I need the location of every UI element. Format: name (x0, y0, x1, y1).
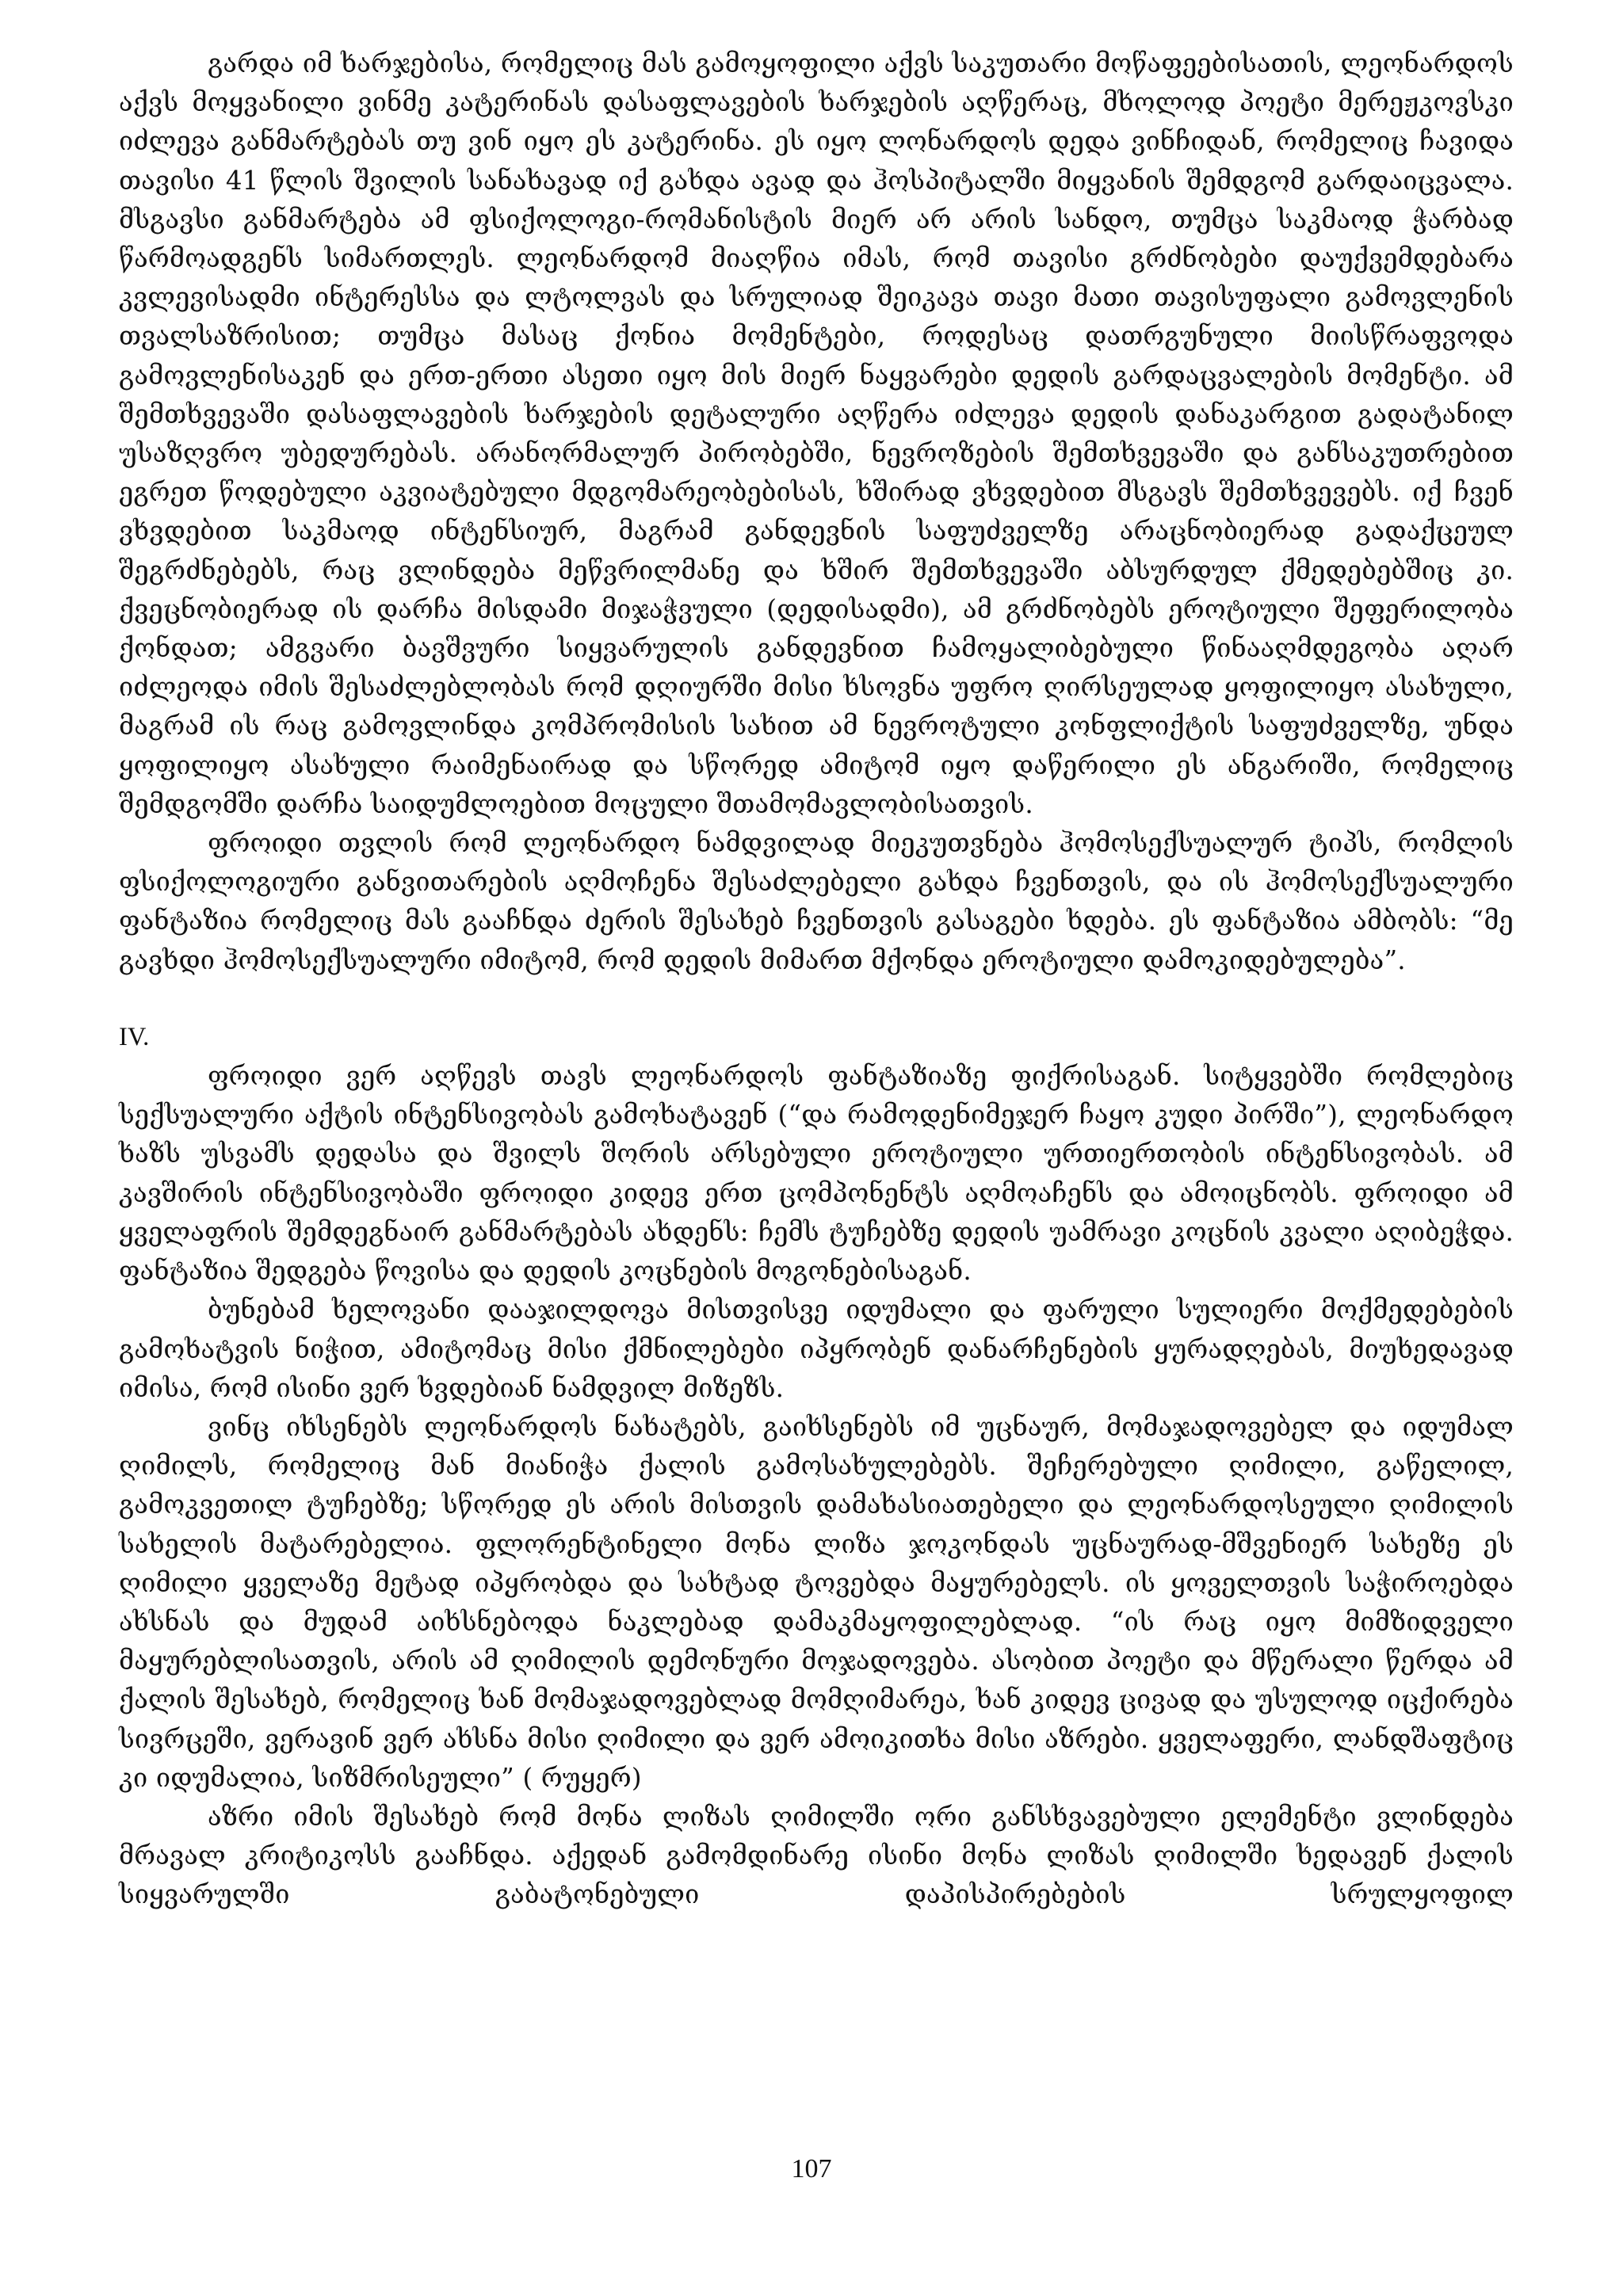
document-body (119, 44, 1514, 1915)
paragraph-1: გარდა იმ ხარჯებისა, რომელიც მას გამოყოფილი აქვს საკუთარი მოწაფეებისათის, ლეონარდოს აქვს მოყვანილი ვინმე კატერინას დასაფლავების ხარჯების აღწერაც, მხოლოდ პოეტი მერეჟკოვსკი იძლევა განმარტებას თუ ვინ იყო ეს კატერინა. ეს იყო ლონარდოს დედა ვინჩიდან, რომელიც ჩავიდა თავისი 41 წლის შვილის სანახავად იქ გახდა ავად და ჰოსპიტალში მიყვანის შემდგომ გარდაიცვალა. მსგავსი განმარტება ამ ფსიქოლოგი-რომანისტის მიერ არ არის სანდო, თუმცა საკმაოდ ჭარბად წარმოადგენს სიმართლეს. ლეონარდომ მიაღწია იმას, რომ თავისი გრძნობები დაუქვემდებარა კვლევისადმი ინტერესსა და ლტოლვას და სრულიად შეიკავა თავი მათი თავისუფალი გამოვლენის თვალსაზრისით; თუმცა მასაც ქონია მომენტები, როდესაც დათრგუნული მიისწრაფვოდა გამოვლენისაკენ და ერთ-ერთი ასეთი იყო მის მიერ ნაყვარები დედის გარდაცვალების მომენტი. ამ შემთხვევაში დასაფლავების ხარჯების დეტალური აღწერა იძლევა დედის დანაკარგით გადატანილ უსაზღვრო უბედურებას. არანორმალურ პირობებში, ნევროზების შემთხვევაში და განსაკუთრებით ეგრეთ წოდებული აკვიატებული მდგომარეობებისას, ხშირად ვხვდებით მსგავს შემთხვევებს. იქ ჩვენ ვხვდებით საკმაოდ ინტენსიურ, მაგრამ განდევნის საფუძველზე არაცნობიერად გადაქცეულ შეგრძნებებს, რაც ვლინდება მეწვრილმანე და ხშირ შემთხვევაში აბსურდულ ქმედებებშიც კი. ქვეცნობიერად ის დარჩა მისდამი მიჯაჭვული (დედისადმი), ამ გრძნობებს ეროტიული შეფერილობა ქონდათ; ამგვარი ბავშვური სიყვარულის განდევნით ჩამოყალიბებული წინააღმდეგობა აღარ იძლეოდა იმის შესაძლებლობას რომ დღიურში მისი ხსოვნა უფრო ღირსეულად ყოფილიყო ასახული, მაგრამ ის რაც გამოვლინდა კომპრომისის სახით ამ ნევროტული კონფლიქტის საფუძველზე, უნდა ყოფილიყო ასახული რაიმენაირად და სწორედ ამიტომ იყო დაწერილი ეს ანგარიში, რომელიც შემდგომში დარჩა საიდუმლოებით მოცული შთამომავლობისათვის. (119, 48, 1514, 819)
paragraph-5: ვინც იხსენებს ლეონარდოს ნახატებს, გაიხსენებს იმ უცნაურ, მომაჯადოვებელ და იდუმალ ღიმილს, რომელიც მან მიანიჭა ქალის გამოსახულებებს. შეჩერებული ღიმილი, გაწელილ, გამოკვეთილ ტუჩებზე; სწორედ ეს არის მისთვის დამახასიათებელი და ლეონარდოსეული ღიმილის სახელის მატარებელია. ფლორენტინელი მონა ლიზა ჯოკონდას უცნაურად-მშვენიერ სახეზე ეს ღიმილი ყველაზე მეტად იპყრობდა და სახტად ტოვებდა მაყურებელს. ის ყოველთვის საჭიროებდა ახსნას და მუდამ აიხსნებოდა ნაკლებად დამაკმაყოფილებლად. “ის რაც იყო მიმზიდველი მაყურებლისათვის, არის ამ ღიმილის დემონური მოჯადოვება. ასობით პოეტი და მწერალი წერდა ამ ქალის შესახებ, რომელიც ხან მომაჯადოვებლად მომღიმარეა, ხან კიდევ ცივად და უსულოდ იცქირება სივრცეში, ვერავინ ვერ ახსნა მისი ღიმილი და ვერ ამოიკითხა მისი აზრები. ყველაფერი, ლანდშაფტიც კი იდუმალია, სიზმრისეული” ( რუყერ) (119, 1411, 1514, 1793)
paragraph-3: ფროიდი ვერ აღწევს თავს ლეონარდოს ფანტაზიაზე ფიქრისაგან. სიტყვებში რომლებიც სექსუალური აქტის ინტენსივობას გამოხატავენ (“და რამოდენიმეჯერ ჩაყო კუდი პირში”), ლეონარდო ხაზს უსვამს დედასა და შვილს შორის არსებული ეროტიული ურთიერთობის ინტენსივობას. ამ კავშირის ინტენსივობაში ფროიდი კიდევ ერთ ცომპონენტს აღმოაჩენს და ამოიცნობს. ფროიდი ამ ყველაფრის შემდეგნაირ განმარტებას ახდენს: ჩემს ტუჩებზე დედის უამრავი კოცნის კვალი აღიბეჭდა. ფანტაზია შედგება წოვისა და დედის კოცნების მოგონებისაგან. (119, 1061, 1514, 1287)
paragraph-2: ფროიდი თვლის რომ ლეონარდო ნამდვილად მიეკუთვნება ჰომოსექსუალურ ტიპს, რომლის ფსიქოლოგიური განვითარების აღმოჩენა შესაძლებელი გახდა ჩვენთვის, და ის ჰომოსექსუალური ფანტაზია რომელიც მას გააჩნდა ძერის შესახებ ჩვენთვის გასაგები ხდება. ეს ფანტაზია ამბობს: “მე გავხდი ჰომოსექსუალური იმიტომ, რომ დედის მიმართ მქონდა ეროტიული დამოკიდებულება”. (119, 828, 1514, 975)
paragraph-4: ბუნებამ ხელოვანი დააჯილდოვა მისთვისვე იდუმალი და ფარული სულიერი მოქმედებების გამოხატვის ნიჭით, ამიტომაც მისი ქმნილებები იპყრობენ დანარჩენების ყურადღებას, მიუხედავად იმისა, რომ ისინი ვერ ხვდებიან ნამდვილ მიზეზს. (119, 1295, 1514, 1403)
paragraph-6: აზრი იმის შესახებ რომ მონა ლიზას ღიმილში ორი განსხვავებული ელემენტი ვლინდება მრავალ კრიტიკოსს გააჩნდა. აქედან გამომდინარე ისინი მონა ლიზას ღიმილში ხედავენ ქალის სიყვარულში გაბატონებული დაპისპირებების სრულყოფილ (119, 1801, 1514, 1910)
section-heading: IV. (119, 1022, 150, 1051)
page-number: 107 (791, 2154, 832, 2183)
